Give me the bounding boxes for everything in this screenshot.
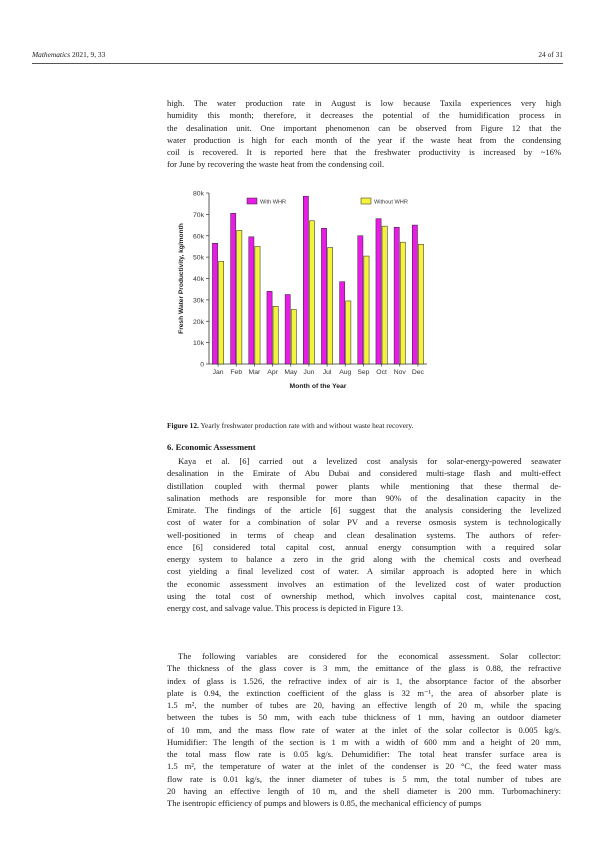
y-tick-label: 20k — [193, 318, 204, 326]
bar-without-whr-oct — [382, 226, 387, 364]
y-tick-label: 70k — [193, 211, 204, 219]
text-line: cost of water for a combination of solar PV and a reverse osmosis system is technologically — [167, 517, 561, 528]
legend-swatch — [247, 198, 257, 204]
text-line: ence [6] considered total capital cost, annual energy consumption with a required solar — [167, 541, 561, 552]
caption-label: Figure 12. — [167, 421, 199, 430]
bar-chart — [167, 185, 561, 415]
header-rule — [32, 63, 563, 64]
bar-without-whr-jun — [309, 221, 314, 364]
bar-with-whr-jun — [303, 196, 308, 364]
bar-without-whr-may — [291, 309, 296, 364]
bar-without-whr-sep — [364, 256, 369, 364]
bar-without-whr-jul — [328, 248, 333, 364]
bar-with-whr-apr — [267, 291, 272, 364]
x-tick-label: Sep — [357, 369, 370, 376]
running-header — [32, 50, 563, 62]
text-line: well-positioned in terms of cheap and clean desalination systems. The authors of refer- — [167, 529, 561, 540]
y-tick-label: 60k — [193, 233, 204, 241]
text-line: Humidifier: The length of the section is 1 m with a width of 600 mm and a height of 20 mm, — [167, 736, 561, 747]
text-line: high. The water production rate in August is low because Taxila experiences very high — [167, 98, 561, 108]
text-line: coil is recovered. It is reported here that the freshwater productivity is increased by ~16% — [167, 147, 561, 157]
y-tick-label: 50k — [193, 254, 204, 262]
text-line: 1.5 m², the number of tubes are 20, having an effective length of 20 m, while the spacing — [167, 700, 561, 710]
figure-12 — [167, 185, 561, 415]
bar-without-whr-apr — [273, 306, 278, 364]
text-line: using the total cost of ownership method, which involves capital cost, maintenance cost, — [167, 590, 561, 601]
journal-citation — [32, 50, 105, 59]
text-line: The following variables are considered for the economical assessment. Solar collector: — [178, 651, 561, 661]
x-tick-label: Mar — [248, 369, 261, 376]
text-line: the desalination unit. One important phenomenon can be observed from Figure 12 that the — [167, 122, 561, 133]
x-tick-label: Jun — [303, 369, 315, 376]
y-tick-label: 10k — [193, 340, 204, 348]
section-heading: 6. Economic Assessment — [167, 442, 256, 452]
x-tick-label: Jul — [322, 369, 332, 376]
bar-without-whr-dec — [418, 244, 423, 364]
y-tick-label: 0 — [200, 361, 204, 369]
text-line: water production is high for each month of the year if the waste heat from the condensing — [167, 134, 561, 145]
y-axis-title: Fresh Water Productivity, kg/month — [178, 223, 185, 334]
bar-without-whr-nov — [400, 242, 405, 364]
text-line: Kaya et al. [6] carried out a levelized cost analysis for solar-energy-powered seawater — [178, 456, 561, 466]
x-tick-label: May — [284, 369, 298, 376]
bar-with-whr-aug — [340, 282, 345, 364]
legend-swatch — [361, 198, 371, 204]
text-line: 20 having an effective length of 10 m, and the shell diameter is 200 mm. Turbomachinery: — [167, 785, 561, 796]
x-axis-title: Month of the Year — [289, 383, 347, 390]
x-tick-label: Feb — [230, 369, 243, 376]
journal-name: Mathematics — [32, 50, 71, 59]
text-line: humidity this month; therefore, it decreases the potential of the humidification process in — [167, 110, 561, 121]
paragraph-intro — [167, 97, 561, 171]
text-line: energy system to balance a zero in the grid along with the chemical costs and overhead — [167, 554, 561, 564]
text-line: of 10 mm, and the mass flow rate of water at the inlet of the solar collector is 0.005 kg/s. — [167, 724, 561, 735]
y-tick-label: 30k — [193, 297, 204, 305]
text-line: cost yielding a final levelized cost of water. A similar approach is adopted here in which — [167, 566, 561, 577]
bar-without-whr-feb — [237, 230, 242, 364]
x-tick-label: Nov — [393, 369, 406, 376]
bar-with-whr-sep — [358, 236, 363, 364]
figure-caption — [167, 421, 561, 430]
bar-with-whr-jul — [321, 228, 326, 364]
text-line: for June by recovering the waste heat from the condensing coil. — [167, 159, 385, 170]
y-tick-label: 80k — [193, 190, 204, 198]
paragraph-economic-2 — [167, 650, 561, 809]
legend-label: Without WHR — [374, 199, 408, 206]
bar-with-whr-feb — [231, 213, 236, 364]
bar-without-whr-aug — [346, 301, 351, 364]
legend-label: With WHR — [260, 199, 287, 206]
text-line: plate is 0.94, the extinction coefficient of the glass is 32 m⁻¹, the area of absorber plate is — [167, 687, 561, 698]
bar-with-whr-jan — [212, 243, 217, 364]
text-line: between the tubes is 50 mm, with each tube thickness of 1 mm, having an outdoor diameter — [167, 712, 561, 723]
bar-without-whr-mar — [255, 246, 260, 364]
text-line: energy cost, and salvage value. This process is depicted in Figure 13. — [167, 603, 404, 613]
x-tick-label: Apr — [267, 369, 278, 376]
citation-details: 2021, 9, 33 — [70, 50, 106, 59]
text-line: The isentropic efficiency of pumps and blowers is 0.85, the mechanical efficiency of pumps — [167, 798, 482, 808]
bar-without-whr-jan — [219, 261, 224, 364]
text-line: The thickness of the glass cover is 3 mm, the emittance of the glass is 0.88, the refractive — [167, 663, 561, 674]
bar-with-whr-nov — [394, 227, 399, 364]
text-line: salination methods are responsible for more than 90% of the desalination capacity in the — [167, 492, 561, 503]
bar-with-whr-oct — [376, 219, 381, 364]
x-tick-label: Oct — [376, 369, 387, 376]
text-line: the economic assessment involves an estimation of the levelized cost of water production — [167, 578, 561, 589]
text-line: index of glass is 1.526, the refractive index of air is 1, the absorptance factor of the absorber — [167, 675, 561, 686]
text-line: 1.5 m², the temperature of water at the inlet of the condenser is 20 °C, the feed water mass — [167, 761, 561, 772]
paragraph-economic-1 — [167, 455, 561, 614]
x-tick-label: Dec — [411, 369, 424, 376]
bar-with-whr-mar — [249, 237, 254, 364]
page-number: 24 of 31 — [538, 50, 563, 59]
x-tick-label: Jan — [212, 369, 224, 376]
text-line: flow rate is 0.01 kg/s, the inner diameter of tubes is 5 mm, the total number of tubes are — [167, 773, 561, 784]
text-line: distillation coupled with thermal power plants while mentioning that these thermal de- — [167, 480, 561, 491]
caption-text: Yearly freshwater production rate with and without waste heat recovery. — [198, 421, 414, 430]
bar-with-whr-may — [285, 295, 290, 364]
text-line: desalination in the Emirate of Abu Dubai and considered multi-stage flash and multi-effect — [167, 468, 561, 479]
text-line: Emirate. The findings of the article [6] suggest that the analysis considering the levelized — [167, 505, 561, 515]
x-tick-label: Aug — [339, 369, 352, 376]
y-tick-label: 40k — [193, 276, 204, 283]
bar-with-whr-dec — [412, 225, 417, 364]
text-line: the total mass flow rate is 0.05 kg/s. Dehumidifier: The total heat transfer surface area is — [167, 749, 561, 759]
